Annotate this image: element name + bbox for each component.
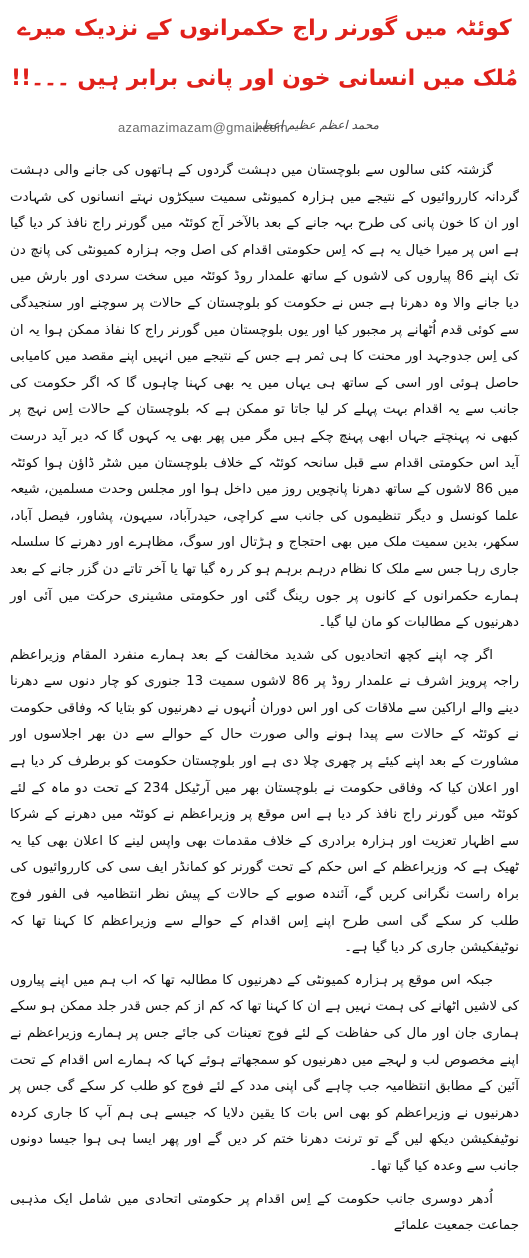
paragraph: اُدھر دوسری جانب حکومت کے اِس اقدام پر حکومتی اتحادی میں شامل ایک مذہبی جماعت جمعیت علمائے <box>10 1191 519 1234</box>
headline: کوئٹہ میں گورنر راج حکمرانوں کے نزدیک میرے مُلک میں انسانی خون اور پانی برابر ہیں ۔۔۔!! <box>11 16 518 91</box>
byline <box>0 118 529 142</box>
paragraph: گزشتہ کئی سالوں سے بلوچستان میں دہشت گردوں کے ہاتھوں کی جانے والی دہشت گردانہ کارروائیوں کے نتیجے میں ہزارہ کمیونٹی سمیت سیکڑوں نہتے انسانوں کی شہادت اور ان کا خون پانی کی طرح بہہ جانے کے بعد بالآخر آج کوئٹہ میں گورنر راج نافذ کر دیا گیا ہے اس پر میرا خیال یہ ہے کہ اِس حکومتی اقدام کی اصل وجہ ہزارہ کمیونٹی کی پانچ دن تک اپنے 86 پیاروں کی لاشوں کے ساتھ علمدار روڈ کوئٹہ میں سخت سردی اور بارش میں دیا جانے والا وہ دھرنا ہے جس نے حکومت کو بلوچستان کے حالات پر سوچنے اور سنجیدگی سے کوئی قدم اُٹھانے پر مجبور کیا اور یوں بلوچستان میں گورنر راج کا نفاذ ممکن ہوا یہ ان کی اِس جدوجہد اور محنت کا ہی ثمر ہے جس کے نتیجے میں انہیں اپنے مقصد میں کامیابی حاصل ہوئی اور اسی کے ساتھ ہی یہاں میں یہ بھی کہنا چاہوں گا کہ اگر حکومت کی جانب سے یہ اقدام بہت پہلے کر لیا جاتا تو ممکن ہے کہ بلوچستان کے حالات اِس نہج پر کبھی نہ پہنچتے جہاں ابھی پہنچ چکے ہیں مگر میں پھر بھی یہ کہوں گا کہ دیر آید درست آید اس حکومتی اقدام سے قبل سانحہ کوئٹہ کے خلاف بلوچستان میں شٹر ڈاؤن ہوا کوئٹہ میں 86 لاشوں کے ساتھ دھرنا پانچویں روز میں داخل ہوا اور مجلس وحدت مسلمین، شیعہ علما کونسل و دیگر تنظیموں کی جانب سے کراچی، حیدرآباد، سیہون، پشاور، فیصل آباد، سکھر، بدین سمیت ملک میں بھی احتجاج و ہڑتال اور سوگ، مظاہرے اور دھرنے کا سلسلہ جاری رہا جس سے ملک کا نظام درہم برہم ہو کر رہ گیا تھا یا آخر تاتے دن گزر جانے کے بعد ہمارے حکمرانوں کے کانوں پر جوں رینگ گئی اور حکومتی مشینری حرکت میں آئی اور دھرنیوں کے مطالبات کو مان لیا گیا۔ <box>10 163 519 631</box>
paragraph: جبکہ اس موقع پر ہزارہ کمیونٹی کے دھرنیوں کا مطالبہ تھا کہ اب ہم میں اپنے پیاروں کی لاشیں اٹھانے کی ہمت نہیں ہے ان کا کہنا تھا کہ کم از کم جس قدر جلد ممکن ہو سکے ہماری جان اور مال کی حفاظت کے لئے فوج تعینات کی جائے جس پر ہمارے وزیراعظم نے اپنے مخصوص لب و لہجے میں دھرنیوں کو سمجھاتے ہوئے کہا کہ ہمارے اس اقدام کے تحت آئین کے مطابق انتظامیہ جب چاہے گی اپنی مدد کے لئے فوج کو طلب کر سکے گی جس پر دھرنیوں نے وزیراعظم کو بھی اس بات کا یقین دلایا کہ جیسے ہی ہم آپ کا جاری کردہ نوٹیفکیشن دیکھ لیں گے تو ترنت دھرنا ختم کر دیں گے اور پھر ایسا ہی ہوا جیسا دونوں جانب سے وعدہ کیا گیا تھا۔ <box>10 972 519 1174</box>
author-name: محمد اعظم عظیم اعظم <box>254 118 379 132</box>
author-email[interactable]: azamazimazam@gmail.com <box>118 120 289 135</box>
paragraph: اگر چہ اپنے کچھ اتحادیوں کی شدید مخالفت کے بعد ہمارے منفرد المقام وزیراعظم راجہ پرویز اشرف نے علمدار روڈ پر 86 لاشوں سمیت 13 جنوری کو چار دنوں سے دھرنا دینے والے اراکین سے ملاقات کی اور اس دوران اُنہوں نے دھرنیوں کو بتایا کہ وفاقی حکومت نے کوئٹہ کے حالات سے پیدا ہونے والی صورت حال کے حوالے سے دن بھر اجلاسوں اور مشاورت کے بعد اپنے کیئے پر چھری چلا دی ہے اور بلوچستان حکومت کو برطرف کر دیا ہے اور اعلان کیا کہ وفاقی حکومت نے بلوچستان بھر میں آرٹیکل 234 کے تحت دو ماہ کے لئے کوئٹہ میں گورنر راج نافذ کر دیا ہے اس موقع پر وزیراعظم نے کوئٹہ میں دھرنے کے شرکا سے اظہار تعزیت اور ہزارہ برادری کے خلاف مقدمات بھی واپس لینے کا اعلان بھی کیا یہ ٹھیک ہے کہ وزیراعظم کے اس حکم کے تحت گورنر کو کمانڈر ایف سی کی کارروائیوں کی براہ راست نگرانی کریں گے، آئندہ صوبے کے حالات کے پیش نظر انتظامیہ فی الفور فوج طلب کر سکے گی اسی طرح اپنے اِس اقدام کے حوالے سے وزیراعظم کا کہنا تھا کہ نوٹیفکیشن جاری کر دیا گیا ہے۔ <box>10 647 519 956</box>
article-body <box>10 158 519 1246</box>
